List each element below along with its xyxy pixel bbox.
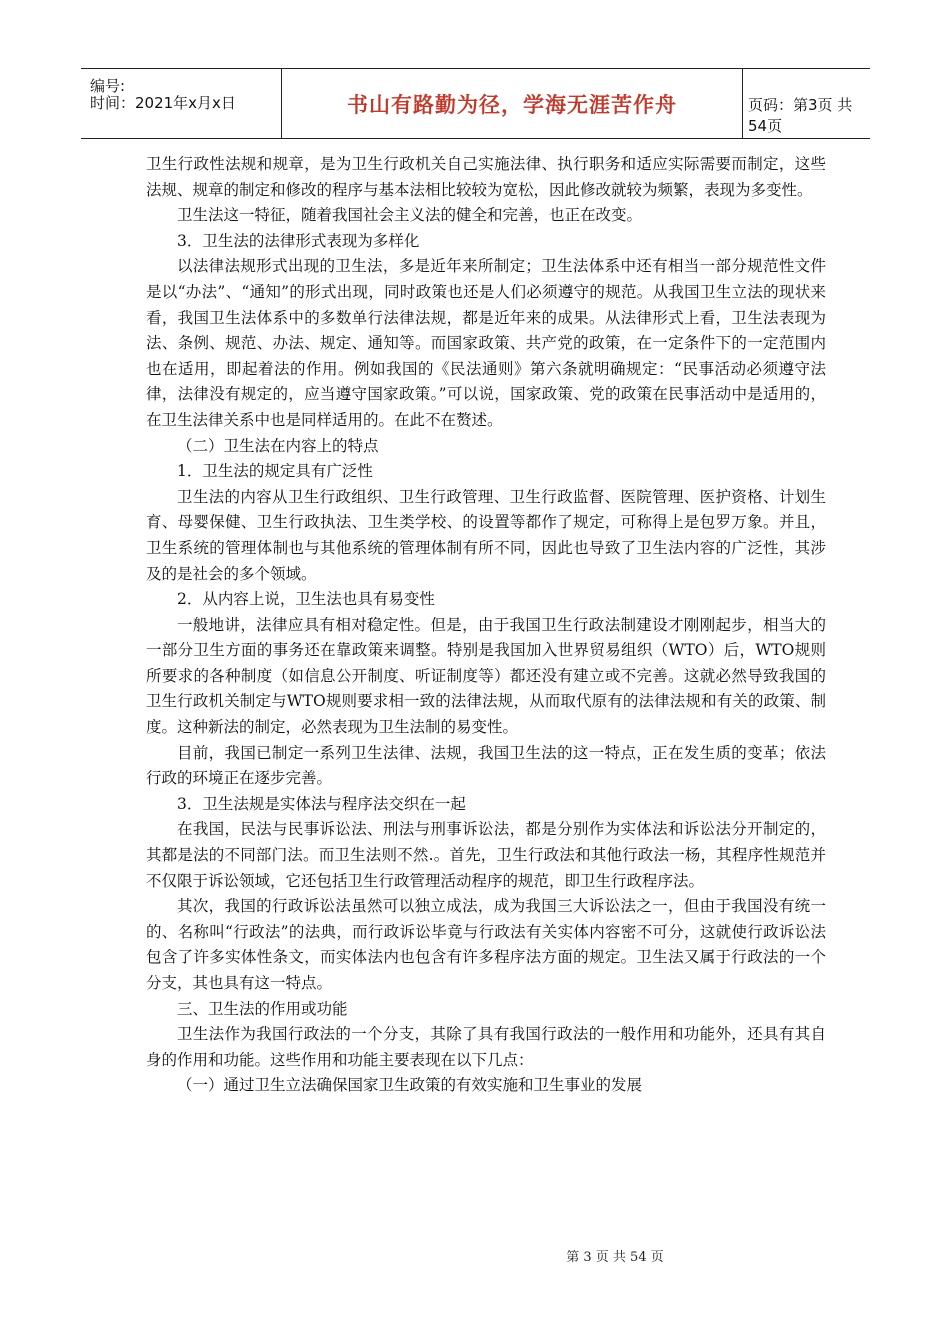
number-label: 编号:	[90, 77, 126, 95]
document-body	[146, 152, 826, 1099]
paragraph: 其次，我国的行政诉讼法虽然可以独立成法，成为我国三大诉讼法之一，但由于我国没有统一的、名称叫“行政法”的法典，而行政诉讼毕竟与行政法有关实体内容密不可分，这就使行政诉讼法包含了许多实体性条文，而实体法内也包含有许多程序法方面的规定。卫生法又属于行政法的一个分支，其也具有这一特点。	[146, 897, 826, 992]
section-heading: 2．从内容上说，卫生法也具有易变性	[177, 590, 435, 609]
document-header	[81, 68, 870, 139]
page-footer	[0, 1246, 950, 1265]
section-heading: （一）通过卫生立法确保国家卫生政策的有效实施和卫生事业的发展	[177, 1076, 643, 1095]
section-heading: 3．卫生法的法律形式表现为多样化	[177, 231, 420, 250]
section-heading: （二）卫生法在内容上的特点	[177, 436, 379, 455]
paragraph: 目前，我国已制定一系列卫生法律、法规，我国卫生法的这一特点，正在发生质的变革；依法行政的环境正在逐步完善。	[146, 743, 826, 788]
paragraph: 以法律法规形式出现的卫生法，多是近年来所制定；卫生法体系中还有相当一部分规范性文件是以“办法”、“通知”的形式出现，同时政策也还是人们必须遵守的规范。从我国卫生立法的现状来看，我国卫生法体系中的多数单行法律法规，都是近年来的成果。从法律形式上看，卫生法表现为法、条例、规范、办法、规定、通知等。而国家政策、共产党的政策，在一定条件下的一定范围内也在适用，即起着法的作用。例如我国的《民法通则》第六条就明确规定：“民事活动必须遵守法律，法律没有规定的，应当遵守国家政策。”可以说，国家政策、党的政策在民事活动中是适用的，在卫生法律关系中也是同样适用的。在此不在赘述。	[146, 257, 826, 429]
paragraph: 卫生法的内容从卫生行政组织、卫生行政管理、卫生行政监督、医院管理、医护资格、计划生育、母婴保健、卫生行政执法、卫生类学校、的设置等都作了规定，可称得上是包罗万象。并且，卫生系统的管理体制也与其他系统的管理体制有所不同，因此也导致了卫生法内容的广泛性，其涉及的是社会的多个领域。	[146, 487, 826, 583]
paragraph: 一般地讲，法律应具有相对稳定性。但是，由于我国卫生行政法制建设才刚刚起步，相当大的一部分卫生方面的事务还在靠政策来调整。特别是我国加入世界贸易组织（WTO）后，WTO规则所要求的各种制度（如信息公开制度、听证制度等）都还没有建立或不完善。这就必然导致我国的卫生行政机关制定与WTO规则要求相一致的法律法规，从而取代原有的法律法规和有关的政策、制度。这种新法的制定，必然表现为卫生法制的易变性。	[146, 615, 826, 737]
footer-page-number: 第 3 页 共 54 页	[566, 1250, 664, 1265]
header-motto-cell	[281, 69, 743, 138]
header-meta-cell	[81, 69, 281, 138]
section-heading: 3．卫生法规是实体法与程序法交织在一起	[177, 794, 466, 813]
paragraph: 在我国，民法与民事诉讼法、刑法与刑事诉讼法，都是分别作为实体法和诉讼法分开制定的，其都是法的不同部门法。而卫生法则不然.。首先，卫生行政法和其他行政法一杨，其程序性规范并不仅限于诉讼领域，它还包括卫生行政管理活动程序的规范，即卫生行政程序法。	[146, 820, 826, 890]
section-heading: 三、卫生法的作用或功能	[177, 999, 348, 1018]
paragraph: 卫生法这一特征，随着我国社会主义法的健全和完善，也正在改变。	[177, 206, 643, 225]
paragraph: 卫生行政性法规和规章，是为卫生行政机关自己实施法律、执行职务和适应实际需要而制定，这些法规、规章的制定和修改的程序与基本法相比较较为宽松，因此修改就较为频繁，表现为多变性。	[146, 155, 826, 199]
section-heading: 1．卫生法的规定具有广泛性	[177, 462, 373, 481]
paragraph: 卫生法作为我国行政法的一个分支，其除了具有我国行政法的一般作用和功能外，还具有其自身的作用和功能。这些作用和功能主要表现在以下几点：	[146, 1025, 826, 1069]
time-label: 时间：2021年x月x日	[90, 94, 236, 112]
motto-text: 书山有路勤为径，学海无涯苦作舟	[347, 93, 677, 117]
header-page-cell	[742, 69, 870, 138]
page-info: 页码：第3页 共54页	[748, 96, 853, 135]
